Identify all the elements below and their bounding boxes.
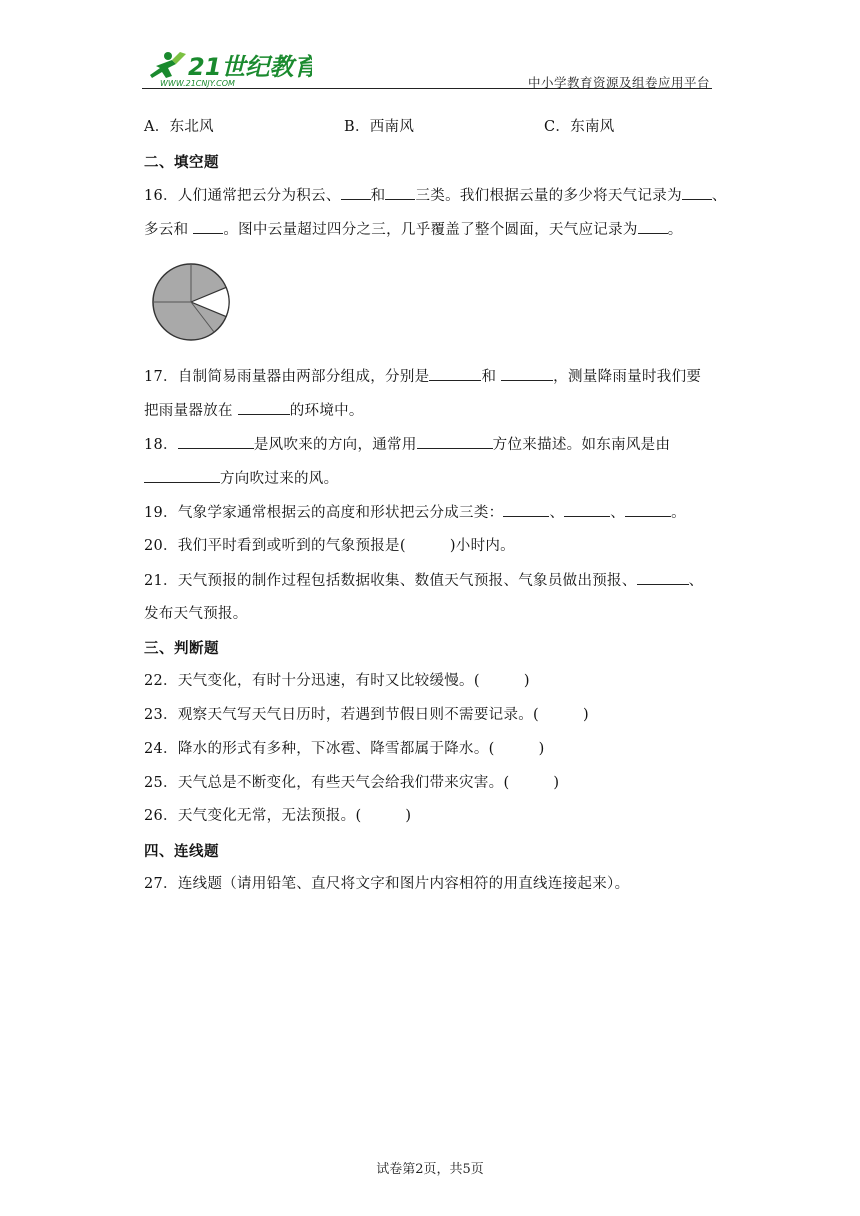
question-17-line-1: 17．自制简易雨量器由两部分组成，分别是 和 ，测量降雨量时我们要	[144, 366, 701, 387]
logo-graphic	[142, 48, 312, 90]
question-17-line-2: 把雨量器放在 的环境中。	[144, 400, 364, 421]
logo-url-text: WWW.21CNJY.COM	[160, 79, 235, 88]
section-judge-title: 三、判断题	[144, 641, 219, 657]
logo-text: 21世纪教育	[188, 53, 312, 81]
question-20: 20．我们平时看到或听到的气象预报是( )小时内。	[144, 538, 515, 554]
cloud-cover-figure	[150, 261, 232, 343]
question-23: 23．观察天气写天气日历时，若遇到节假日则不需要记录。( )	[144, 707, 589, 723]
question-25: 25．天气总是不断变化，有些天气会给我们带来灾害。( )	[144, 775, 560, 791]
question-27: 27．连线题（请用铅笔、直尺将文字和图片内容相符的用直线连接起来）。	[144, 876, 630, 892]
question-16-line-1: 16．人们通常把云分为积云、 和 三类。我们根据云量的多少将天气记录为 、	[144, 185, 727, 206]
question-21-line-2: 发布天气预报。	[144, 606, 248, 622]
question-18-line-1: 18． 是风吹来的方向，通常用 方位来描述。如东南风是由	[144, 434, 670, 455]
question-18-line-2: 方向吹过来的风。	[144, 468, 338, 489]
question-24: 24．降水的形式有多种，下冰雹、降雪都属于降水。( )	[144, 741, 545, 757]
question-19: 19．气象学家通常根据云的高度和形状把云分成三类： 、 、 。	[144, 502, 686, 523]
section-fill-title: 二、填空题	[144, 155, 219, 171]
header-divider	[142, 88, 712, 89]
option-b: B．西南风	[344, 119, 415, 135]
page-footer: 试卷第2页，共5页	[376, 1162, 484, 1177]
platform-name: 中小学教育资源及组卷应用平台	[528, 75, 711, 90]
question-16-line-2: 多云和 。图中云量超过四分之三，几乎覆盖了整个圆面，天气应记录为 。	[144, 219, 683, 240]
question-26: 26．天气变化无常，无法预报。( )	[144, 808, 412, 824]
section-match-title: 四、连线题	[144, 844, 219, 860]
question-22: 22．天气变化，有时十分迅速，有时又比较缓慢。( )	[144, 673, 530, 689]
option-a: A．东北风	[144, 119, 214, 135]
question-21-line-1: 21．天气预报的制作过程包括数据收集、数值天气预报、气象员做出预报、 、	[144, 570, 703, 591]
option-c: C．东南风	[544, 119, 615, 135]
logo	[142, 48, 312, 90]
